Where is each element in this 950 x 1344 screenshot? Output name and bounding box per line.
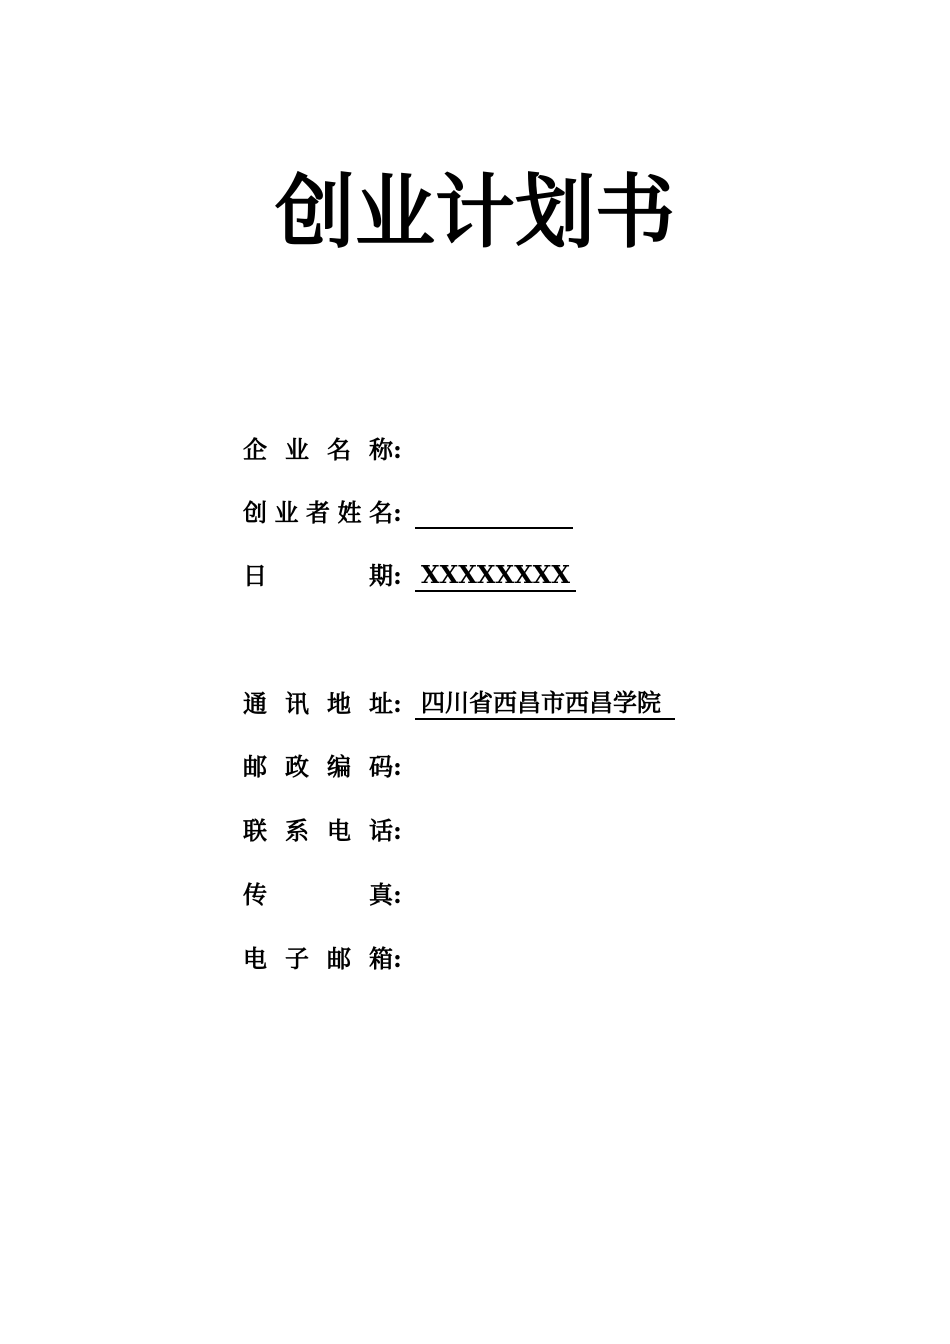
field-email: [243, 939, 411, 979]
address-value[interactable]: 四川省西昌市西昌学院: [415, 688, 675, 720]
field-address: [243, 684, 675, 724]
address-colon: :: [393, 689, 402, 718]
document-title: 创业计划书: [275, 166, 675, 259]
field-fax: [243, 875, 411, 915]
date-label: 日期: [243, 561, 393, 590]
date-colon: :: [393, 561, 402, 590]
company-name-label: 企业名称: [243, 435, 393, 464]
email-label: 电子邮箱: [243, 944, 393, 973]
field-phone: [243, 811, 411, 851]
field-postal-code: [243, 747, 411, 787]
field-date: [243, 556, 576, 596]
postal-code-label: 邮政编码: [243, 752, 393, 781]
email-colon: :: [393, 944, 402, 973]
postal-code-colon: :: [393, 752, 402, 781]
date-value[interactable]: XXXXXXXX: [415, 560, 576, 592]
founder-name-colon: :: [393, 498, 402, 527]
fax-label: 传真: [243, 880, 393, 909]
field-company-name: [243, 430, 411, 470]
field-founder-name: [243, 493, 573, 533]
company-name-colon: :: [393, 435, 402, 464]
phone-colon: :: [393, 816, 402, 845]
fax-colon: :: [393, 880, 402, 909]
phone-label: 联系电话: [243, 816, 393, 845]
founder-name-label: 创业者姓名: [243, 498, 393, 527]
founder-name-value[interactable]: [415, 497, 573, 529]
address-label: 通讯地址: [243, 689, 393, 718]
